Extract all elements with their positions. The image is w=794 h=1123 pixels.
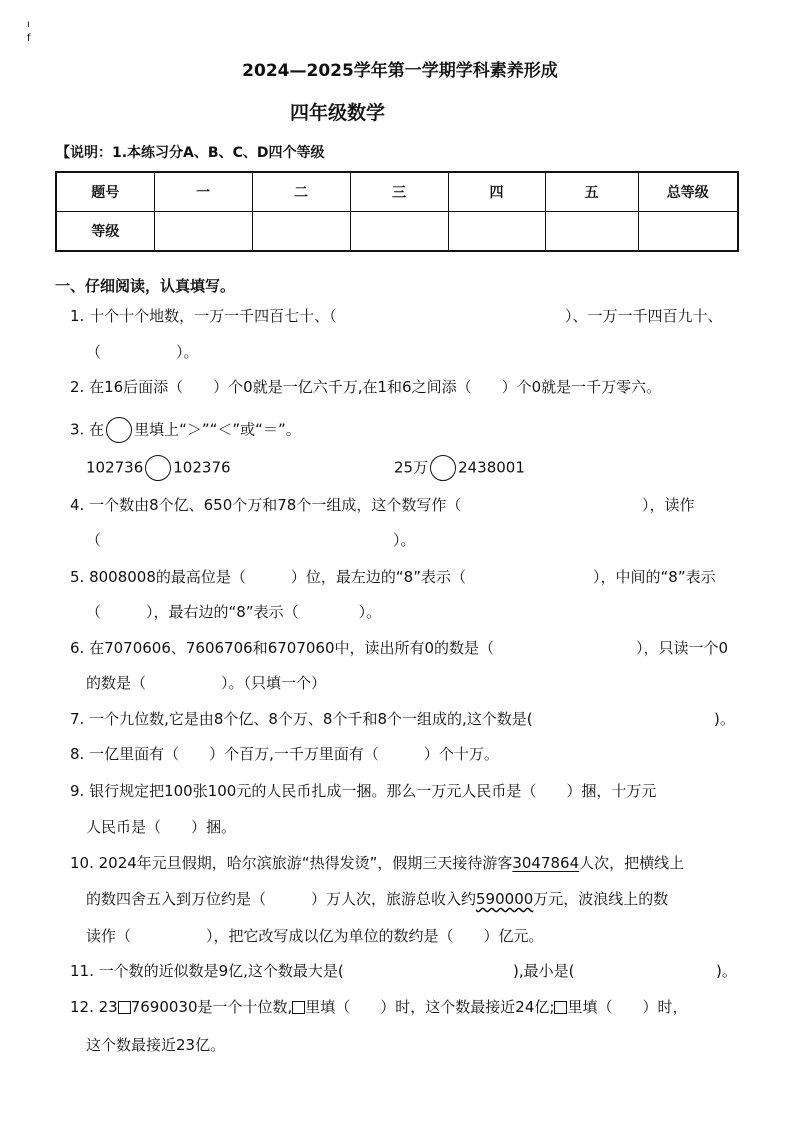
question-1-line-1: 1. 十个十个地数，一万一千四百七十、（ [70,307,337,325]
question-1-line-2: （ ）。 [86,343,199,361]
square-box-icon [118,1001,131,1014]
square-box-icon [292,1001,305,1014]
table-header-cell: 总等级 [638,172,738,212]
section-heading: 一、仔细阅读，认真填写。 [55,277,236,295]
grade-blank-cell[interactable] [154,212,252,252]
compare-right-value: 102376 [173,458,231,477]
exam-title: 2024—2025学年第一学期学科素养形成 [242,61,558,81]
question-4-line-2-close: ）。 [393,531,416,549]
question-11-part-2: ),最小是( [513,962,575,980]
exam-subtitle: 四年级数学 [290,102,386,124]
compare-left-value: 25万 [394,458,429,477]
table-row [56,212,738,252]
question-10-text: 的数四舍五入到万位约是（ ）万人次，旅游总收入约 [86,890,477,908]
table-header-cell: 四 [448,172,545,212]
table-cell: 等级 [56,212,154,252]
circle-placeholder-icon [106,417,132,443]
grade-blank-cell[interactable] [350,212,448,252]
grade-blank-cell[interactable] [448,212,545,252]
question-9-line-1: 9. 银行规定把100张100元的人民币扎成一捆。那么一万元人民币是（ ）捆，十万元 [70,782,657,800]
question-10-text: 万元，波浪线上的数 [533,890,669,908]
question-8: 8. 一亿里面有（ ）个百万,一千万里面有（ ）个十万。 [70,745,499,763]
question-4-line-1: 4. 一个数由8个亿、650个万和78个一组成，这个数写作（ [70,496,462,514]
square-box-icon [554,1001,567,1014]
question-6-line-1-end: ），只读一个0 [636,639,729,657]
compare-left-value: 102736 [86,458,144,477]
grade-blank-cell[interactable] [545,212,638,252]
question-10-text: 10. 2024年元旦假期，哈尔滨旅游“热得发烫”，假期三天接待游客 [70,854,513,872]
instructions-note: 【说明：1.本练习分A、B、C、D四个等级 [56,145,325,161]
question-7: 7. 一个九位数,它是由8个亿、8个万、8个千和8个一组成的,这个数是( [70,710,533,728]
question-3-compare-1 [86,455,231,481]
question-10-line-2 [86,888,668,910]
table-header-cell: 二 [252,172,350,212]
question-12-text: 7690030是一个十位数, [130,998,293,1016]
question-10-text: 人次，把横线上 [579,854,685,872]
question-11-part-1: 11. 一个数的近似数是9亿,这个数最大是( [70,962,344,980]
question-4-line-2-open: （ [86,531,102,549]
question-5-line-1: 5. 8008008的最高位是（ ）位，最左边的“8”表示（ [70,568,466,586]
table-header-cell: 题号 [56,172,154,212]
question-6-line-1: 6. 在7070606、7606706和6707060中，读出所有0的数是（ [70,639,495,657]
grade-blank-cell[interactable] [638,212,738,252]
margin-marks: ı f [27,19,31,44]
compare-circle-icon[interactable] [430,455,456,481]
table-header-cell: 三 [350,172,448,212]
question-11-end: )。 [716,962,737,980]
question-12-text: 里填（ ）时， [567,998,688,1016]
question-12-text: 12. 23 [70,998,118,1016]
question-10-line-3: 读作（ ），把它改写成以亿为单位的数约是（ ）亿元。 [86,927,544,945]
question-3-compare-2 [394,455,525,481]
table-header-cell: 五 [545,172,638,212]
table-header-cell: 一 [154,172,252,212]
question-12-text: 里填（ ）时，这个数最接近24亿; [305,998,555,1016]
question-5-line-2: （ ），最右边的“8”表示（ ）。 [86,603,382,621]
question-3-line-1 [70,417,301,443]
wavy-underlined-number: 590000 [476,890,534,908]
question-3-prefix: 3. 在 [70,420,105,439]
underlined-number: 3047864 [512,854,580,872]
question-4-line-1-end: ），读作 [642,496,695,514]
question-6-line-2: 的数是（ ）。（只填一个） [86,674,327,692]
question-2: 2. 在16后面添（ ）个0就是一亿六千万,在1和6之间添（ ）个0就是一千万零六。 [70,378,662,396]
question-3-instruction: 里填上“＞”“＜”或“＝”。 [134,420,301,439]
compare-right-value: 2438001 [458,458,525,477]
question-12-line-1 [70,996,687,1018]
question-9-line-2: 人民币是（ ）捆。 [86,818,237,836]
question-7-end: )。 [714,710,735,728]
question-10-line-1 [70,852,684,874]
question-12-line-2: 这个数最接近23亿。 [86,1036,226,1054]
question-5-line-1-end: ），中间的“8”表示 [593,568,716,586]
compare-circle-icon[interactable] [145,455,171,481]
grade-table [55,171,739,252]
table-row [56,172,738,212]
grade-blank-cell[interactable] [252,212,350,252]
question-1-line-1-end: ）、一万一千四百九十、 [565,307,723,325]
